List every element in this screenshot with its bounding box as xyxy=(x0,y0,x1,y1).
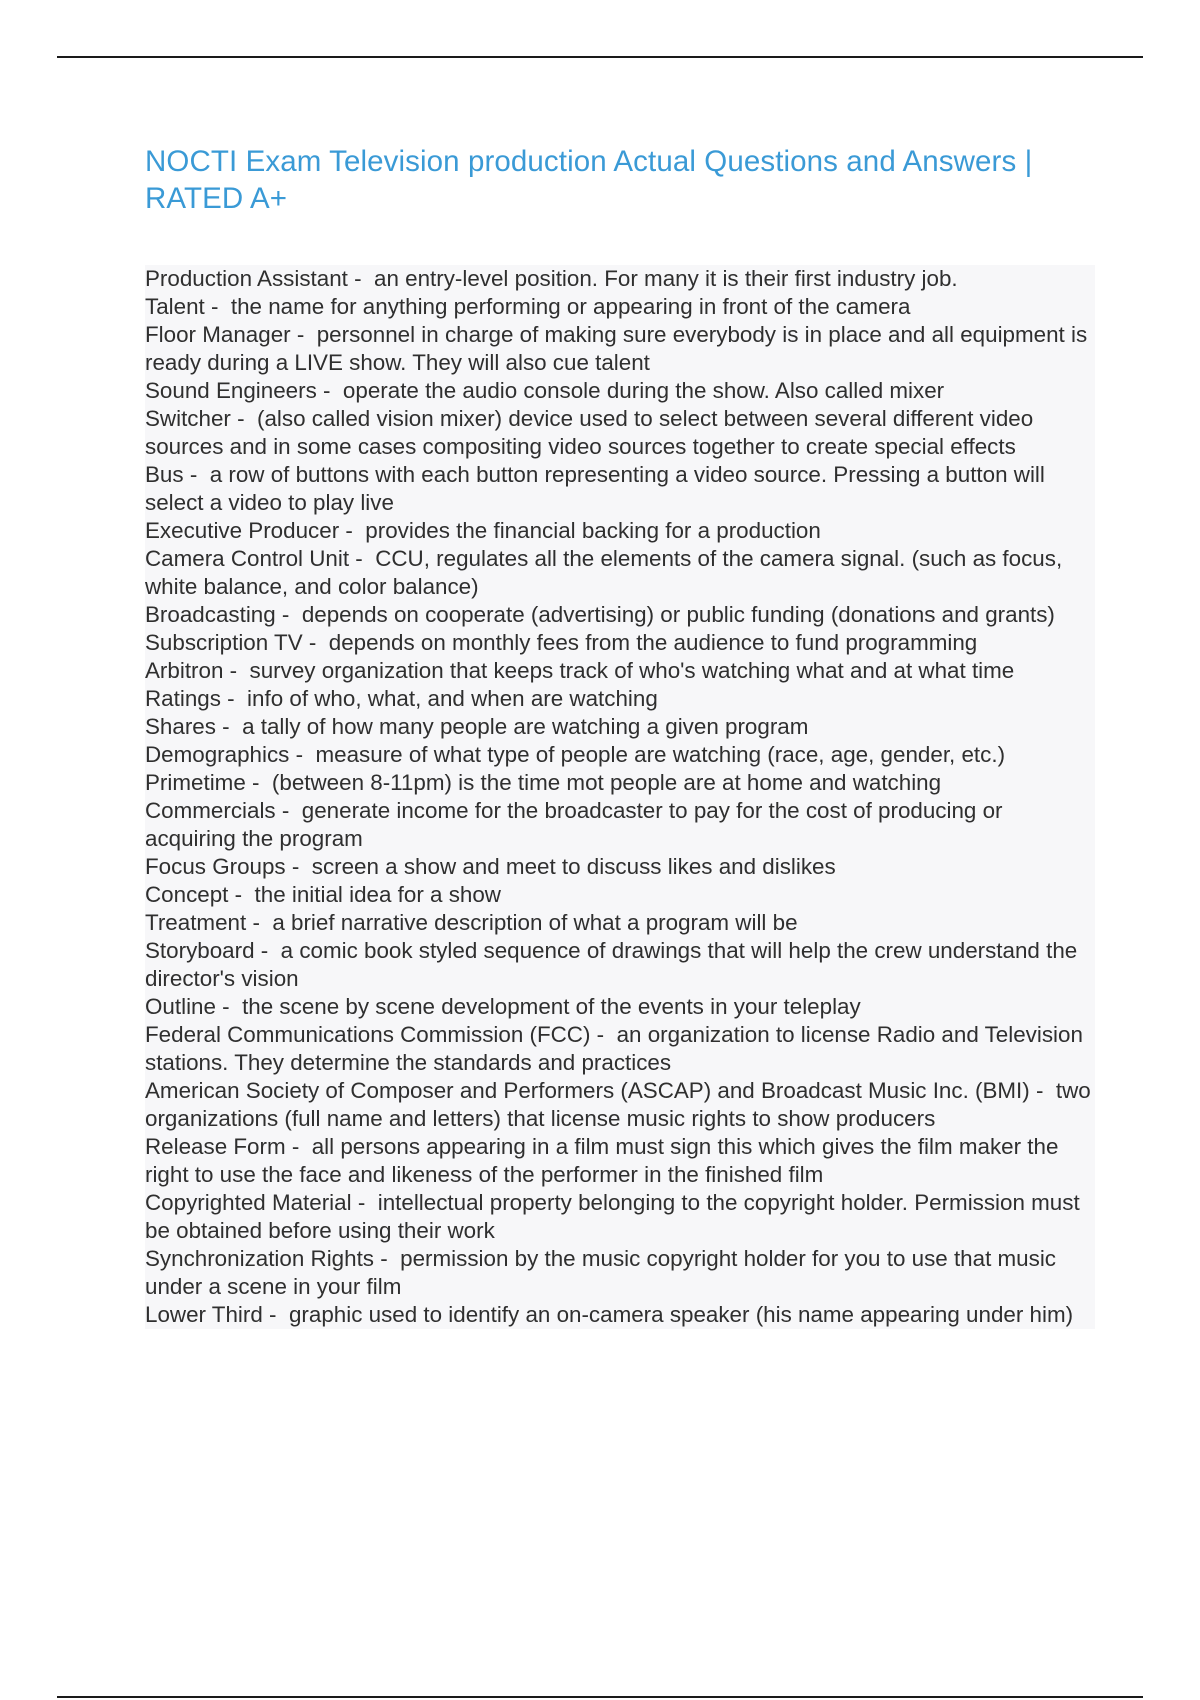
entry-term: Federal Communications Commission (FCC) - xyxy=(145,1022,617,1047)
entry-definition: a row of buttons with each button representing a video source. Pressing a button will select a video to play live xyxy=(145,462,1045,515)
entry-term: Talent - xyxy=(145,294,231,319)
entry-term: Copyrighted Material - xyxy=(145,1190,378,1215)
entry-term: Lower Third - xyxy=(145,1302,289,1327)
document-body xyxy=(145,143,1095,1329)
entry-definition: permission by the music copyright holder for you to use that music under a scene in your film xyxy=(145,1246,1056,1299)
entry xyxy=(145,517,1095,545)
entry xyxy=(145,601,1095,629)
entry-definition: info of who, what, and when are watching xyxy=(247,686,658,711)
entry-term: Commercials - xyxy=(145,798,302,823)
entry xyxy=(145,853,1095,881)
entry-term: Synchronization Rights - xyxy=(145,1246,400,1271)
entry-definition: personnel in charge of making sure everybody is in place and all equipment is ready during a LIVE show. They will also cue talent xyxy=(145,322,1088,375)
footer-rule xyxy=(57,1696,1143,1698)
entry xyxy=(145,937,1095,993)
entry-term: Release Form - xyxy=(145,1134,312,1159)
entry xyxy=(145,909,1095,937)
entry xyxy=(145,657,1095,685)
entry xyxy=(145,1077,1095,1133)
entry-definition: survey organization that keeps track of who's watching what and at what time xyxy=(249,658,1015,683)
entry-definition: measure of what type of people are watching (race, age, gender, etc.) xyxy=(315,742,1006,767)
entry-definition: CCU, regulates all the elements of the camera signal. (such as focus, white balance, and color balance) xyxy=(145,546,1063,599)
entry-definition: all persons appearing in a film must sign this which gives the film maker the right to use the face and likeness of the performer in the finished film xyxy=(145,1134,1059,1187)
entry-term: Focus Groups - xyxy=(145,854,312,879)
entry-list xyxy=(145,265,1095,1329)
entry-term: Production Assistant - xyxy=(145,266,374,291)
entry-definition: graphic used to identify an on-camera speaker (his name appearing under him) xyxy=(288,1302,1074,1327)
entry-term: Broadcasting - xyxy=(145,602,302,627)
entry-definition: an organization to license Radio and Television stations. They determine the standards and practices xyxy=(145,1022,1083,1075)
entry-definition: an entry-level position. For many it is their first industry job. xyxy=(374,266,958,291)
entry-definition: depends on monthly fees from the audience to fund programming xyxy=(328,630,978,655)
entry xyxy=(145,993,1095,1021)
entry-definition: provides the financial backing for a production xyxy=(365,518,821,543)
entry-term: Sound Engineers - xyxy=(145,378,343,403)
entry xyxy=(145,405,1095,461)
entry-definition: a tally of how many people are watching a given program xyxy=(242,714,809,739)
entry-term: Subscription TV - xyxy=(145,630,329,655)
entry xyxy=(145,881,1095,909)
entry-term: Treatment - xyxy=(145,910,272,935)
entry xyxy=(145,377,1095,405)
entry xyxy=(145,1133,1095,1189)
entry xyxy=(145,741,1095,769)
entry xyxy=(145,629,1095,657)
entry-term: Outline - xyxy=(145,994,242,1019)
entry-definition: intellectual property belonging to the copyright holder. Permission must be obtained before using their work xyxy=(145,1190,1080,1243)
entry-definition: screen a show and meet to discuss likes and dislikes xyxy=(311,854,836,879)
entry-term: Switcher - xyxy=(145,406,257,431)
entry-term: Storyboard - xyxy=(145,938,281,963)
entry-definition: the name for anything performing or appearing in front of the camera xyxy=(230,294,911,319)
entry-definition: the scene by scene development of the events in your teleplay xyxy=(242,994,861,1019)
entry xyxy=(145,769,1095,797)
entry-definition: a comic book styled sequence of drawings that will help the crew understand the director's vision xyxy=(145,938,1078,991)
entry xyxy=(145,321,1095,377)
entry-definition: depends on cooperate (advertising) or public funding (donations and grants) xyxy=(301,602,1055,627)
entry-term: Concept - xyxy=(145,882,255,907)
entry-term: Arbitron - xyxy=(145,658,250,683)
entry xyxy=(145,685,1095,713)
entry-term: Demographics - xyxy=(145,742,315,767)
entry-definition: two organizations (full name and letters) that license music rights to show producers xyxy=(145,1078,1091,1131)
entry xyxy=(145,461,1095,517)
entry-term: Executive Producer - xyxy=(145,518,365,543)
entry-term: Floor Manager - xyxy=(145,322,317,347)
entry xyxy=(145,1021,1095,1077)
document-title: NOCTI Exam Television production Actual Questions and Answers | RATED A+ xyxy=(145,145,1033,215)
entry-term: American Society of Composer and Performers (ASCAP) and Broadcast Music Inc. (BMI) - xyxy=(145,1078,1056,1103)
entry-definition: operate the audio console during the show. Also called mixer xyxy=(342,378,945,403)
entry-term: Shares - xyxy=(145,714,242,739)
entry-term: Ratings - xyxy=(145,686,247,711)
entry-definition: generate income for the broadcaster to pay for the cost of producing or acquiring the program xyxy=(145,798,1003,851)
entry xyxy=(145,293,1095,321)
entry-definition: (between 8-11pm) is the time mot people are at home and watching xyxy=(271,770,942,795)
entry-definition: (also called vision mixer) device used to select between several different video sources and in some cases compositing video sources together to create special effects xyxy=(145,406,1034,459)
entry xyxy=(145,1301,1095,1329)
entry-term: Camera Control Unit - xyxy=(145,546,375,571)
header-rule xyxy=(57,56,1143,58)
entry xyxy=(145,265,1095,293)
entry xyxy=(145,797,1095,853)
entry-term: Bus - xyxy=(145,462,210,487)
entry-definition: the initial idea for a show xyxy=(254,882,501,907)
entry xyxy=(145,1189,1095,1245)
entry xyxy=(145,713,1095,741)
entry xyxy=(145,1245,1095,1301)
entry-term: Primetime - xyxy=(145,770,272,795)
entry-definition: a brief narrative description of what a program will be xyxy=(272,910,798,935)
entry xyxy=(145,545,1095,601)
